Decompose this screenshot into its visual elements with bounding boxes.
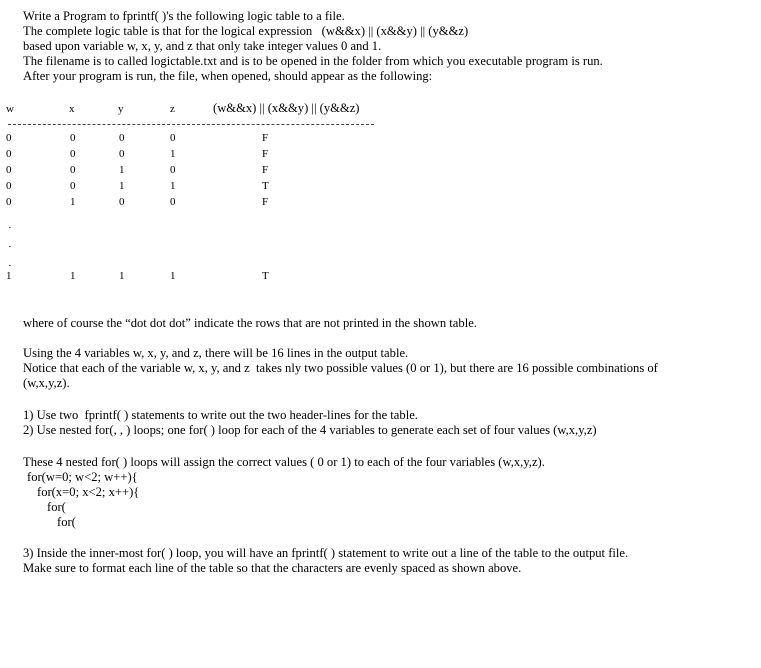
cell-r4-w: 0 (6, 180, 12, 192)
cell-last-z: 1 (170, 270, 176, 282)
intro-line-5: After your program is run, the file, when opened, should appear as the following: (23, 69, 433, 83)
code-line-2: for(x=0; x<2; x++){ (37, 485, 140, 499)
cell-r4-x: 0 (70, 180, 76, 192)
cell-last-w: 1 (6, 270, 12, 282)
cell-r1-x: 0 (70, 132, 76, 144)
cell-r1-z: 0 (170, 132, 176, 144)
cell-r3-result: F (262, 164, 269, 176)
intro-line-2: The complete logic table is that for the logical expression (w&&x) || (x&&y) || (y&&z) (23, 24, 469, 38)
para3-line: These 4 nested for( ) loops will assign the correct values ( 0 or 1) to each of the four variables (w,x,y,z). (23, 455, 545, 469)
cell-r2-z: 1 (170, 148, 176, 160)
step-3-line-1: 3) Inside the inner-most for( ) loop, you will have an fprintf( ) statement to write out a line of the table to the output file. (23, 546, 629, 560)
header-divider (8, 124, 374, 125)
header-z: z (170, 103, 175, 115)
cell-r5-w: 0 (6, 196, 12, 208)
cell-r4-y: 1 (119, 180, 125, 192)
note-line: where of course the “dot dot dot” indicate the rows that are not printed in the shown table. (23, 316, 477, 330)
cell-r3-z: 0 (170, 164, 176, 176)
cell-r3-w: 0 (6, 164, 12, 176)
cell-r2-w: 0 (6, 148, 12, 160)
cell-r1-w: 0 (6, 132, 12, 144)
cell-r3-y: 1 (119, 164, 125, 176)
cell-r2-x: 0 (70, 148, 76, 160)
header-w: w (6, 103, 14, 115)
ellipsis-dot-3: · (8, 260, 12, 272)
cell-r4-z: 1 (170, 180, 176, 192)
step-3-line-2: Make sure to format each line of the table so that the characters are evenly spaced as shown above. (23, 561, 522, 575)
header-y: y (118, 103, 124, 115)
cell-last-result: T (262, 270, 269, 282)
cell-r5-x: 1 (70, 196, 76, 208)
cell-r1-y: 0 (119, 132, 125, 144)
step-1: 1) Use two fprintf( ) statements to write out the two header-lines for the table. (23, 408, 418, 422)
code-line-1: for(w=0; w<2; w++){ (27, 470, 138, 484)
step-2: 2) Use nested for(, , ) loops; one for( ) loop for each of the 4 variables to generate each set of four values (w,x,y,z) (23, 423, 597, 437)
code-line-3: for( (47, 500, 66, 514)
para2-line-2: Notice that each of the variable w, x, y, and z takes nly two possible values (0 or 1), but there are 16 possible combinations of (23, 361, 658, 375)
cell-r3-x: 0 (70, 164, 76, 176)
cell-r2-y: 0 (119, 148, 125, 160)
code-line-4: for( (57, 515, 76, 529)
cell-last-y: 1 (119, 270, 125, 282)
intro-line-3: based upon variable w, x, y, and z that only take integer values 0 and 1. (23, 39, 382, 53)
cell-r1-result: F (262, 132, 269, 144)
intro-line-4: The filename is to called logictable.txt and is to be opened in the folder from which you executable program is run. (23, 54, 603, 68)
ellipsis-dot-1: · (8, 222, 12, 234)
cell-r5-y: 0 (119, 196, 125, 208)
cell-r5-z: 0 (170, 196, 176, 208)
header-expression: (w&&x) || (x&&y) || (y&&z) (213, 101, 360, 115)
cell-last-x: 1 (70, 270, 76, 282)
header-x: x (69, 103, 75, 115)
cell-r4-result: T (262, 180, 269, 192)
cell-r5-result: F (262, 196, 269, 208)
para2-line-3: (w,x,y,z). (23, 376, 70, 390)
intro-line-1: Write a Program to fprintf( )'s the following logic table to a file. (23, 9, 345, 23)
cell-r2-result: F (262, 148, 269, 160)
ellipsis-dot-2: · (8, 241, 12, 253)
para2-line-1: Using the 4 variables w, x, y, and z, there will be 16 lines in the output table. (23, 346, 409, 360)
